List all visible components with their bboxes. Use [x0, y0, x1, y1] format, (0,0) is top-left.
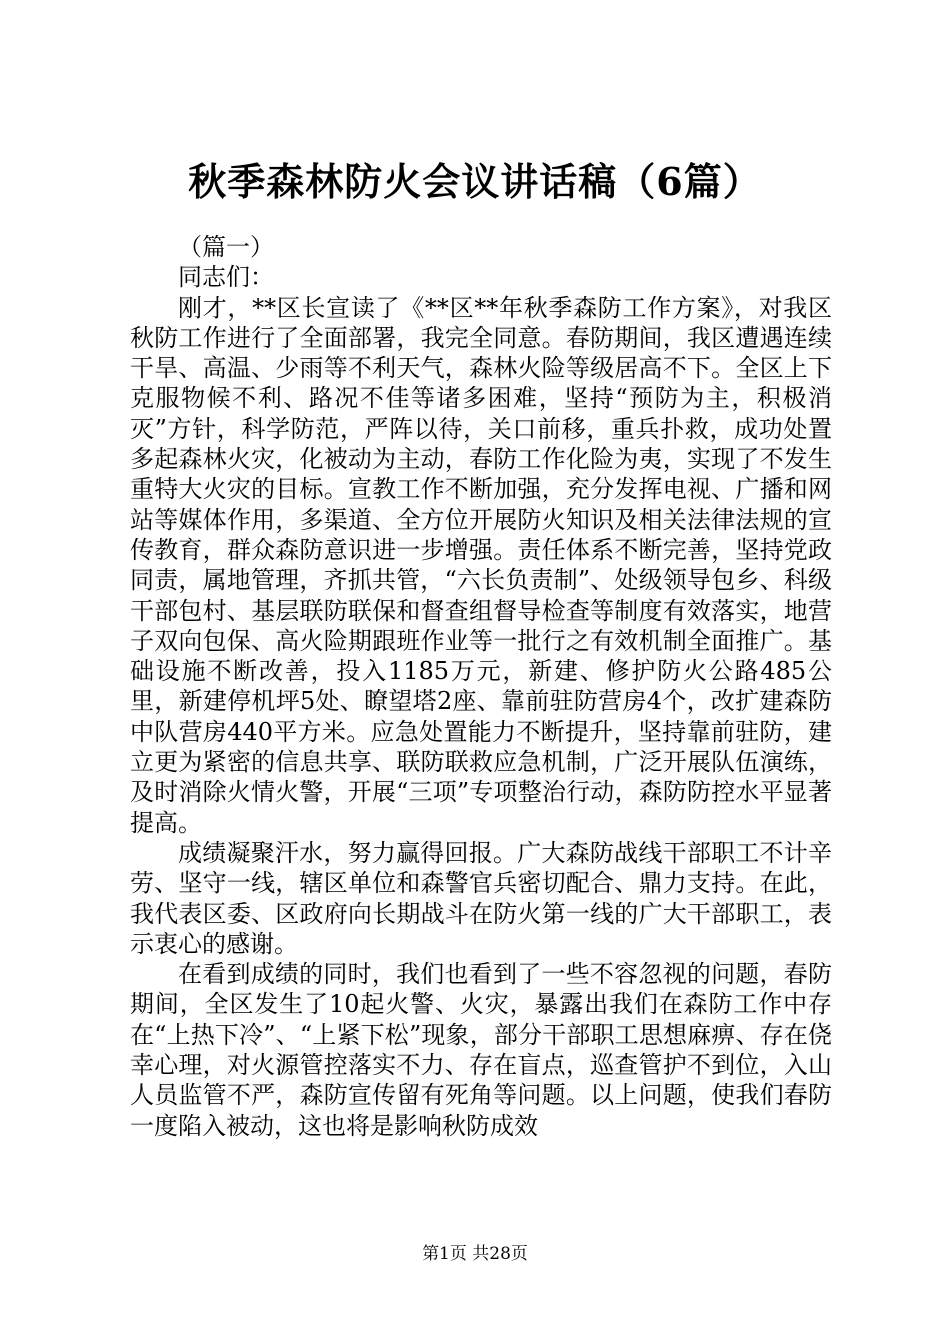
- paragraph: 在看到成绩的同时，我们也看到了一些不容忽视的问题，春防期间，全区发生了10起火警、火灾，暴露出我们在森防工作中存在“上热下冷”、“上紧下松”现象，部分干部职工思想麻痹、存在侥幸心理，对火源管控落实不力、存在盲点，巡查管护不到位，入山人员监管不严，森防宣传留有死角等问题。以上问题，使我们春防一度陷入被动，这也将是影响秋防成效: [130, 960, 832, 1140]
- page-footer: 第1页 共28页: [422, 1244, 528, 1264]
- document-body: [130, 232, 832, 1141]
- salutation: 同志们：: [178, 263, 274, 292]
- paragraph: 刚才，**区长宣读了《**区**年秋季森防工作方案》，对我区秋防工作进行了全面部署，我完全同意。春防期间，我区遭遇连续干旱、高温、少雨等不利天气，森林火险等级居高不下。全区上下克服物候不利、路况不佳等诸多困难，坚持“预防为主，积极消灭”方针，科学防范，严阵以待，关口前移，重兵扑救，成功处置多起森林火灾，化被动为主动，春防工作化险为夷，实现了不发生重特大火灾的目标。宣教工作不断加强，充分发挥电视、广播和网站等媒体作用，多渠道、全方位开展防火知识及相关法律法规的宣传教育，群众森防意识进一步增强。责任体系不断完善，坚持党政同责，属地管理，齐抓共管，“六长负责制”、处级领导包乡、科级干部包村、基层联防联保和督查组督导检查等制度有效落实，地营子双向包保、高火险期跟班作业等一批行之有效机制全面推广。基础设施不断改善，投入1185万元，新建、修护防火公路485公里，新建停机坪5处、瞭望塔2座、靠前驻防营房4个，改扩建森防中队营房440平方米。应急处置能力不断提升，坚持靠前驻防，建立更为紧密的信息共享、联防联救应急机制，广泛开展队伍演练，及时消除火情火警，开展“三项”专项整治行动，森防防控水平显著提高。: [130, 293, 832, 837]
- paragraph: 成绩凝聚汗水，努力赢得回报。广大森防战线干部职工不计辛劳、坚守一线，辖区单位和森警官兵密切配合、鼎力支持。在此，我代表区委、区政府向长期战斗在防火第一线的广大干部职工，表示衷心的感谢。: [130, 838, 832, 958]
- section-label: （篇一）: [178, 233, 274, 261]
- document-title: 秋季森林防火会议讲话稿（6篇）: [188, 159, 762, 204]
